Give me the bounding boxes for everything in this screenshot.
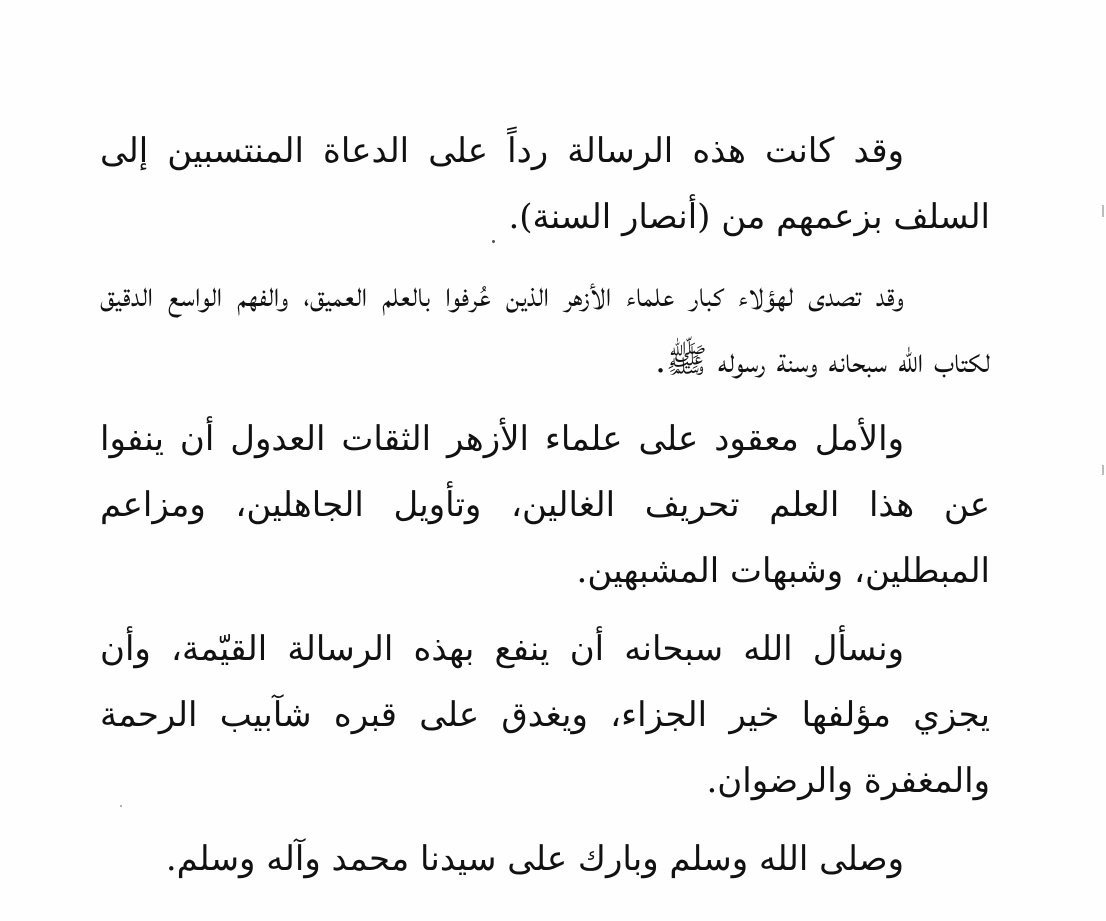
scan-speck	[492, 240, 495, 243]
paragraph-1: وقد كانت هذه الرسالة رداً على الدعاة المنتسبين إلى السلف بزعمهم من (أنصار السنة).	[100, 131, 990, 237]
paragraph-3: والأمل معقود على علماء الأزهر الثقات العدول أن ينفوا عن هذا العلم تحريف الغالين، وتأويل الجاهلين، ومزاعم المبطلين، وشبهات المشبهين.	[100, 419, 990, 591]
scan-edge-mark	[1102, 465, 1104, 475]
scan-edge-mark	[1102, 205, 1104, 217]
scan-speck	[120, 805, 122, 807]
paragraph-4: ونسأل الله سبحانه أن ينفع بهذه الرسالة القيّمة، وأن يجزي مؤلفها خير الجزاء، ويغدق على قبره شآبيب الرحمة والمغفرة والرضوان.	[100, 629, 990, 801]
paragraph-2: وقد تصدى لهؤلاء كبار علماء الأزهر الذين عُرفوا بالعلم العميق، والفهم الواسع الدقيق لكتاب الله سبحانه وسنة رسوله ﷺ.	[100, 275, 990, 381]
body-text	[100, 118, 990, 904]
paragraph-5: وصلى الله وسلم وبارك على سيدنا محمد وآله وسلم.	[165, 839, 904, 879]
